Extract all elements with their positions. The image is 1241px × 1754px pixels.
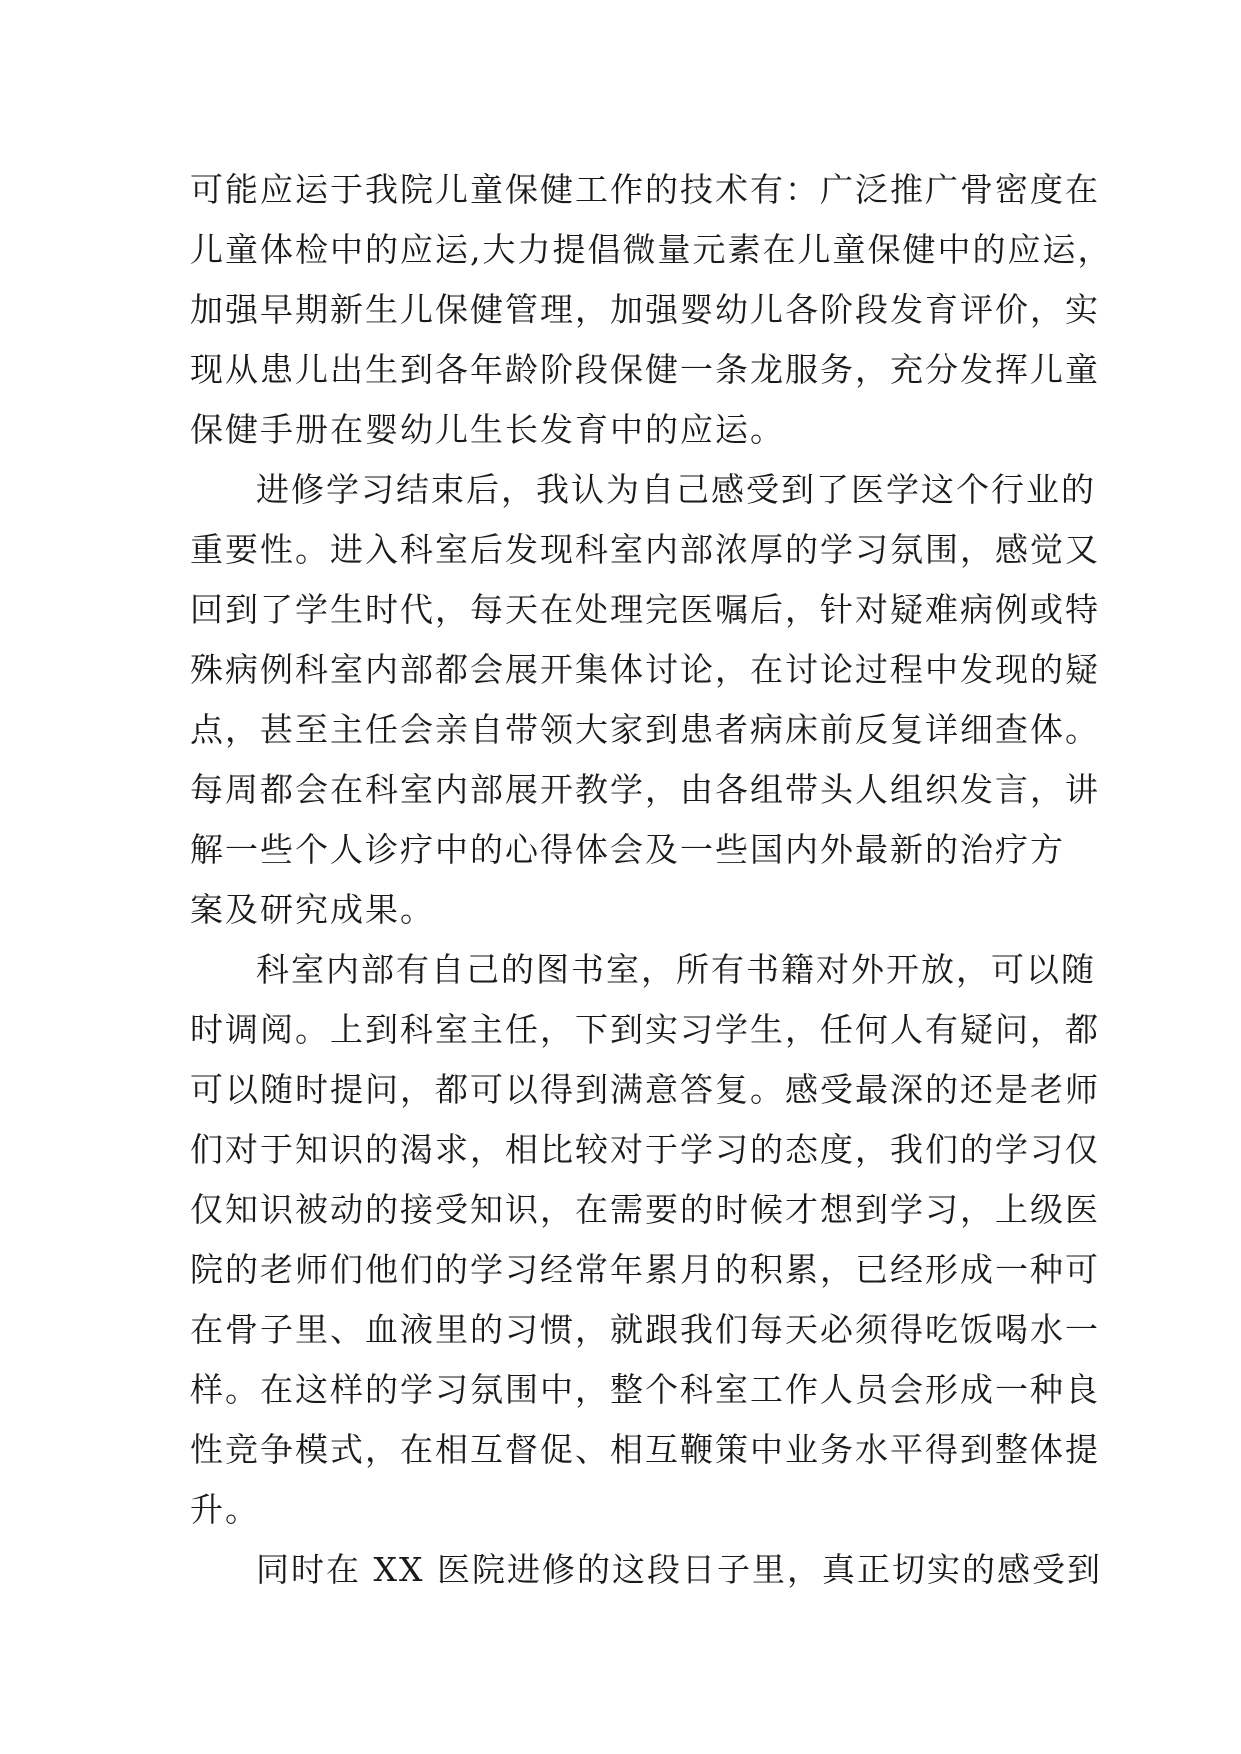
body-text: [190, 160, 1113, 1600]
text-line: 样。在这样的学习氛围中，整个科室工作人员会形成一种良: [190, 1370, 1100, 1409]
paragraph-2: [190, 460, 1100, 940]
text-line: 儿童体检中的应运,大力提倡微量元素在儿童保健中的应运，: [190, 230, 1113, 269]
text-line: 加强早期新生儿保健管理，加强婴幼儿各阶段发育评价，实: [190, 290, 1100, 329]
text-line: 殊病例科室内部都会展开集体讨论，在讨论过程中发现的疑: [190, 650, 1100, 689]
text-line: 们对于知识的渴求，相比较对于学习的态度，我们的学习仅: [190, 1130, 1100, 1169]
text-line: 时调阅。上到科室主任，下到实习学生，任何人有疑问，都: [190, 1010, 1100, 1049]
text-line: 在骨子里、血液里的习惯，就跟我们每天必须得吃饭喝水一: [190, 1310, 1100, 1349]
text-line: 重要性。进入科室后发现科室内部浓厚的学习氛围，感觉又: [190, 530, 1100, 569]
text-line: 进修学习结束后，我认为自己感受到了医学这个行业的: [256, 470, 1096, 509]
text-line: 保健手册在婴幼儿生长发育中的应运。: [190, 410, 785, 449]
text-line: 性竞争模式，在相互督促、相互鞭策中业务水平得到整体提: [190, 1430, 1100, 1469]
text-line: 仅知识被动的接受知识，在需要的时候才想到学习，上级医: [190, 1190, 1100, 1229]
text-line: 现从患儿出生到各年龄阶段保健一条龙服务，充分发挥儿童: [190, 350, 1100, 389]
text-line: 可以随时提问，都可以得到满意答复。感受最深的还是老师: [190, 1070, 1100, 1109]
text-line: 案及研究成果。: [190, 890, 435, 929]
text-line: 回到了学生时代，每天在处理完医嘱后，针对疑难病例或特: [190, 590, 1100, 629]
text-line: 解一些个人诊疗中的心得体会及一些国内外最新的治疗方: [190, 830, 1065, 869]
text-line: 可能应运于我院儿童保健工作的技术有：广泛推广骨密度在: [190, 170, 1100, 209]
text-line: 升。: [190, 1490, 260, 1529]
text-line: 每周都会在科室内部展开教学，由各组带头人组织发言，讲: [190, 770, 1100, 809]
text-line: 科室内部有自己的图书室，所有书籍对外开放，可以随: [256, 950, 1096, 989]
text-line: 点，甚至主任会亲自带领大家到患者病床前反复详细查体。: [190, 710, 1100, 749]
text-line: 院的老师们他们的学习经常年累月的积累，已经形成一种可: [190, 1250, 1100, 1289]
paragraph-1: [190, 160, 1113, 460]
paragraph-4: [190, 1540, 1102, 1600]
paragraph-3: [190, 940, 1100, 1540]
text-line: 同时在 XX 医院进修的这段日子里，真正切实的感受到: [256, 1550, 1102, 1589]
